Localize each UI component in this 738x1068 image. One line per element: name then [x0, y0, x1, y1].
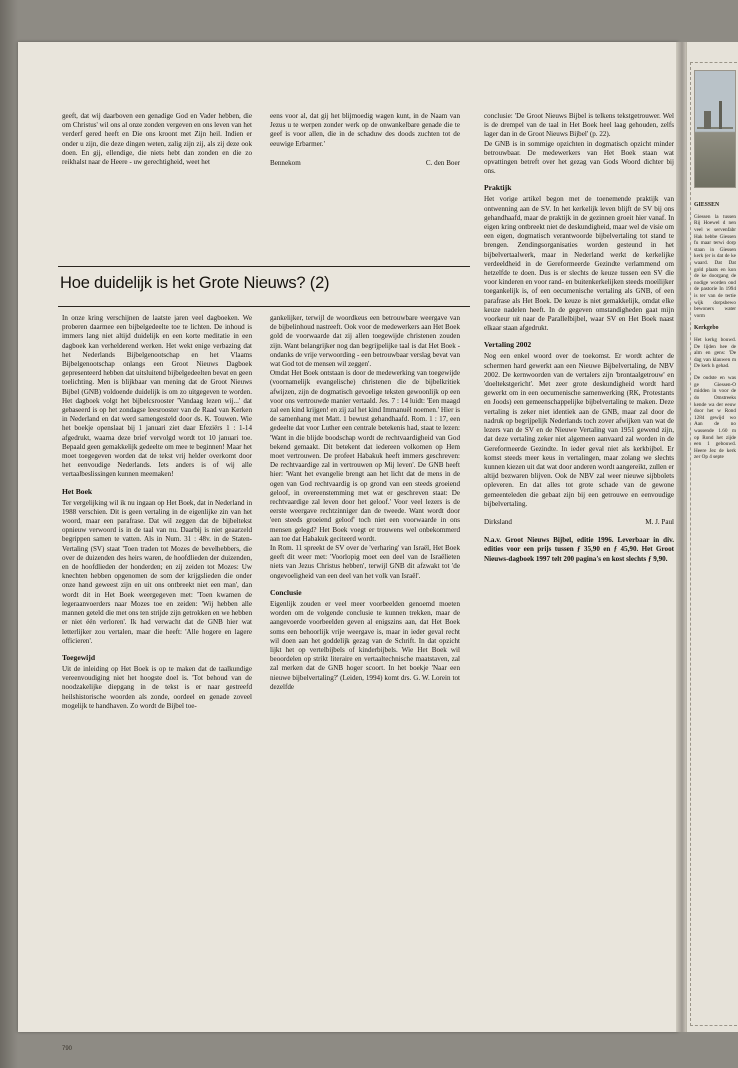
- paragraph: In Rom. 11 spreekt de SV over de 'verharing' van Israël, Het Boek geeft dit weer met: 'Voorlopig moet een deel van de Israëlieten niets van Jezus Christus hebben', terwijl GNB dit afzwakt tot 'de ongevoeligheid van een deel van het volk van Israël'.: [270, 544, 460, 580]
- section-heading-giessen: GIESSEN: [694, 202, 720, 208]
- right-page-column: [694, 196, 736, 466]
- paragraph: Het vorige artikel begon met de toenemende praktijk van ontwenning aan de SV. In het kerkelijk leven blijft de SV bij ons gehandhaafd, maar de praktijk in de gezinnen groeit hier vanaf. In eigen kring ontbreekt niet de deskundigheid, maar wel de visie om een eigen, dogmatisch verantwoorde bijbelvertaling tot stand te brengen. Zendingsorganisaties worden gesteund in het bijbelvertaalwerk, maar in Nederland werkt de kerkelijke verdeeldheid in de Gereformeerde Gezindte verlammend om hetzelfde te doen. Dus is er slechts de keuze tussen een SV die voor kinderen en voor rand- en buitenkerkelijken steeds moeilijker toegankelijk is, of een oecumenische vertaling als GNB, of een parafrase als Het Boek. De keuze is niet gemakkelijk, omdat elke keuze nadelen heeft. In de gegeven omstandigheden gaat mijn voorkeur uit naar de Parallelbijbel, waar SV en Het Boek naast elkaar staan afgedrukt.: [484, 195, 674, 333]
- signature-author: C. den Boer: [425, 158, 460, 167]
- top-column-3: [484, 112, 674, 564]
- top-column-2: [270, 112, 460, 168]
- paragraph: Giessen la tussen Rij Hoewel d nen veel w servenfabr Hak hebbe Giessen fu maar terwi dorp staan in Giessen kerk (er is dat de ke waard. Dat Dat gold plaats en kon de ke doorgang de nodige worden ond de pastorie In 1994 is ter van de tertie wijk dorpsbewo bewoners water vorm: [694, 213, 736, 319]
- publication-notice: N.a.v. Groot Nieuws Bijbel, editie 1996. Leverbaar in div. edities voor een prijs tussen ƒ 35,90 en ƒ 45,90. Het Groot Nieuws-dagboek 1997 telt 200 pagina's en kost slechts ƒ 9,90.: [484, 536, 674, 563]
- article-byline: [484, 518, 674, 527]
- top-column-1: [62, 112, 252, 167]
- paragraph: conclusie: 'De Groot Nieuws Bijbel is telkens tekstgetrouwer. Wel is de drempel van de taal in Het Boek heel laag gehouden, zelfs lager dan in de Groot Nieuws Bijbel' (p. 22).: [484, 112, 674, 139]
- article-column-2: [270, 314, 460, 1054]
- photo-church-tower: [719, 101, 722, 129]
- byline-author: M. J. Paul: [645, 517, 674, 526]
- byline-place: Dirksland: [484, 517, 512, 526]
- photo-building: [704, 111, 711, 129]
- paragraph: eens voor al, dat gij het blijmoedig wagen kunt, in de Naam van Jezus u te werpen zonder werk op de onwankelbare genade die te geef is voor allen, die in de schaduw des doods zuchten tot de eeuwige Erbarmer.': [270, 112, 460, 148]
- title-rule-top: [58, 266, 470, 267]
- magazine-right-page-edge: [686, 42, 738, 1032]
- section-heading-praktijk: Praktijk: [484, 183, 512, 193]
- section-heading-vertaling-2002: Vertaling 2002: [484, 340, 532, 350]
- paragraph: Nog een enkel woord over de toekomst. Er wordt achter de schermen hard gewerkt aan een Nieuwe Bijbelvertaling, de NBV 2002. De kernwoorden van de vertalers zijn 'brontaalgetrouw' en 'doeltekstgericht'. Met zeer grote deskundigheid wordt hard gewerkt om in een oecumenische samenwerking (RK, Protestants en Joods) een gemeenschappelijke bijbelvertaling te maken. Deze vertaling is zeker niet identiek aan de GNB, maar zal door de nadruk op begrijpelijk Nederlands toch zover afwijken van wat de lezers van de SV en de Nieuwe Vertaling van 1951 gewend zijn, dat deze vertaling zeker niet algemeen aanvaard zal worden in de Gereformeerde Gezindte. In ieder geval niet als kerkbijbel. Er komst steeds meer keus in vertalingen, maar zolang we slechts kunnen kiezen uit dat wat door anderen wordt aangereikt, zullen er altijd bezwaren blijven. Ook de NBV zal weer nieuwe sijbbolets opleveren. En dat alles tot grote schade van de gewone gemeenteleden die gebaat zijn bij een getrouwe en eenvoudige bijbelvertaling.: [484, 352, 674, 508]
- page-left-shadow: [0, 0, 18, 1068]
- magazine-left-page: [18, 42, 678, 1052]
- article-column-1: [62, 314, 252, 1054]
- section-heading-kerkgebouw: Kerkgebo: [694, 325, 719, 332]
- article-signature: [270, 159, 460, 168]
- page-number: 790: [62, 1046, 73, 1052]
- section-heading-toegewijd: Toegewijd: [62, 652, 96, 662]
- paragraph: Omdat Het Boek ontstaan is door de medewerking van toegewijde (voornamelijk evangelische) christenen die de bijbelkritiek afwijzen, zijn de dogmatisch gevoelige teksten gewoonlijk op een voor ons vertrouwde manier vertaald. Jes. 7 : 14 luidt: 'Een maagd zal een kind krijgen! en zij zal het kind Immanuël noemen.' Hier is de samenhang met Matt. 1 bewust gehandhaafd. Rom. 1 : 17, een gedeelte dat voor Luther een centrale betekenis had, staat te lezen: 'Want in die blijde boodschap wordt de rechtvaardigheid van God bekend gemaakt. Dit betekent dat iedereen volkomen op Hem moet vertrouwen. De profeet Habakuk heeft immers geschreven: De rechtvaardige zal in vertrouwen op Mij leven'. De GNB heeft hier: 'Want het evangelie brengt aan het licht dat de mens in de ogen van God rechtvaardig is op grond van een steeds groeiend geloof, in overeenstemming met wat er geschreven staat: De rechtvaardige zal leven door het geloof.' Voor veel lezers is de eerste weergave rechtzinniger dan de tweede. Want wordt door 'een steeds groeiend geloof' toch niet een voorwaarde in ons mensen gelegd? Het Boek voegt er trouwens wel onbekommerd aan toe dat Habakuk geciteerd wordt.: [270, 369, 460, 543]
- paragraph: Het kerkg bouwd. De lijden hee de alm en gens: 'De dag van klauwen m De kerk h gehad.: [694, 337, 736, 370]
- signature-place: Bennekom: [270, 158, 301, 167]
- paragraph: Uit de inleiding op Het Boek is op te maken dat de taalkundige vereenvoudiging niet het hoogste doel is. 'Tot behoud van de noodzakelijke diepgang in de tekst is er naar gestreefd heilshistorische woorden als zonde, oordeel en genade zoveel mogelijk te handhaven. Zo wordt de Bijbel toe-: [62, 664, 252, 710]
- section-heading-het-boek: Het Boek: [62, 486, 93, 496]
- section-heading-conclusie: Conclusie: [270, 587, 302, 597]
- paragraph: De oudste en was ge Giessen-O midden in voor de do Omstreeks kende wa der eeuw door het w Rond 1284 gewijd wo Aan de no wassende 1.60 m op Rond het zijde een 1 gebouwd. Heere Jez de kerk zer Op 4 septe: [694, 375, 736, 461]
- photo-giessen: [694, 70, 736, 188]
- page-title: Hoe duidelijk is het Grote Nieuws? (2): [60, 274, 330, 292]
- paragraph: geeft, dat wij daarboven een genadige God en Vader hebben, die om Christus' wil ons al onze zonden vergeven en ons leven van het verderf gered heeft en Die ons kroont met Zijn heil. Indien er onder u zijn, die deze dingen weten, zalig zijn zij, als zij deze ook doen. En gij, ellendige, die niets hebt dan zonden en die zo reikhalst naar de Heere - uw gerechtigheid, weet het: [62, 112, 252, 167]
- paragraph: Ter vergelijking wil ik nu ingaan op Het Boek, dat in Nederland in 1988 verschien. Dit is geen vertaling in de eigenlijke zin van het woord, maar een parafrase. Dat wil zeggen dat de bijbeltekst opnieuw verwoord is in de taal van nu. Daarbij is niet geaarzeld begrippen samen te vatten. Als in Num. 31 : 48v. in de Staten-Vertaling (SV) staat 'Toen traden tot Mozes de bevelhebbers, die over de duizenden des heirs waren, de hoofdlieden der duizenden, en de hoofdlieden der honderden; en zij zeiden tot Mozes: Uw knechten hebben opgenomen de som der krijgslieden die onder onze hand geweest zijn en uit ons ontbreekt niet een man', dan wordt dit in Het Boek weergegeven met: 'Toen kwamen de legeraanvoerders naar Mozes toe en zeiden: 'Wij hebben alle mannen geteld die met ons ten strijde zijn getrokken en we hebben er niet één verloren'. Ik had verwacht dat de GNB hier wat letterlijker zou vertalen, maar die heeft: 'Alle hogere en lagere officieren'.: [62, 498, 252, 645]
- paragraph: gankelijker, terwijl de woordkeus een betrouwbare weergave van de bijbelinhoud nastreeft. Ook voor de medewerkers aan Het Boek gold de voorwaarde dat zij allen toegewijde christenen zouden zijn. Want belangrijker nog dan begrijpelijke taal is dat Het Boek - ondanks de vrije verwoording - een betrouwbaar verslag bevat van wat God tot de mensen wil zeggen'.: [270, 314, 460, 369]
- paragraph: De GNB is in sommige opzichten in dogmatisch opzicht minder betrouwbaar. De medewerkers van Het Boek staan wat opvattingen betreft over het gezag van Gods Woord dichter bij ons.: [484, 139, 674, 176]
- photo-horizon: [697, 127, 733, 129]
- paragraph: In onze kring verschijnen de laatste jaren veel dagboeken. We proberen daarmee een bijbelgedeelte toe te lichten. De inhoud is immers lang niet altijd duidelijk en een korte meditatie in een dagboek kan verhelderend werken. Het wekt enige verbazing dat het Nederlands Bijbelgenootschap en het Vlaams Bijbelgenootschap onlangs een Groot Nieuws Dagboek gepresenteerd hebben dat uitsluitend bijbelgedeelten bevat en geen toelichting. Men is blijkbaar van mening dat de Groot Nieuws Bijbel (GNB) voldoende duidelijk is om zo uitgegeven te worden. Het dagboek volgt het bijbelcsrooster 'Vandaag lezen wij...' dat gebaseerd is op het zondagse leesrooster van de Raad van Kerken in Nederland en dat werd samengesteld door ds. K. Touwen. Wie het boekje openslaat bij 1 januari ziet daar Efeziërs 1 : 1-14 afgedrukt, waarna deze brief vervolgd wordt tot 10 januari toe. Bepaald geen gemakkelijk gedeelte om mee te beginnen! Maar het moet toegegeven worden dat de tekst vrij helder overkomt door het eenvoudige Nederlands. Iets anders is of wij alle vertaalbeslissingen kunnen meemaken!: [62, 314, 252, 479]
- title-rule-bottom: [58, 306, 470, 307]
- paragraph: Eigenlijk zouden er veel meer voorbeelden genoemd moeten worden om de volgende conclusie te kunnen trekken, maar de aangevoerde voorbeelden geven al enigszins aan, dat Het Boek soms een behoorlijk vrije weergave is, maar in ieder geval recht wil doen aan het goddelijk gezag van de Schrift. In dat opzicht lijkt het op vertelbijbels of kinderbijbels. Wie Het Boek wil beoordelen op strikt literaire en vertaaltechnische maatstaven, zal zal merken dat de GNB hoger scoort. In het boekje 'Naar een nieuwe bijbelvertaling?' (Leiden, 1994) komt drs. G. W. Lorein tot dezelfde: [270, 599, 460, 691]
